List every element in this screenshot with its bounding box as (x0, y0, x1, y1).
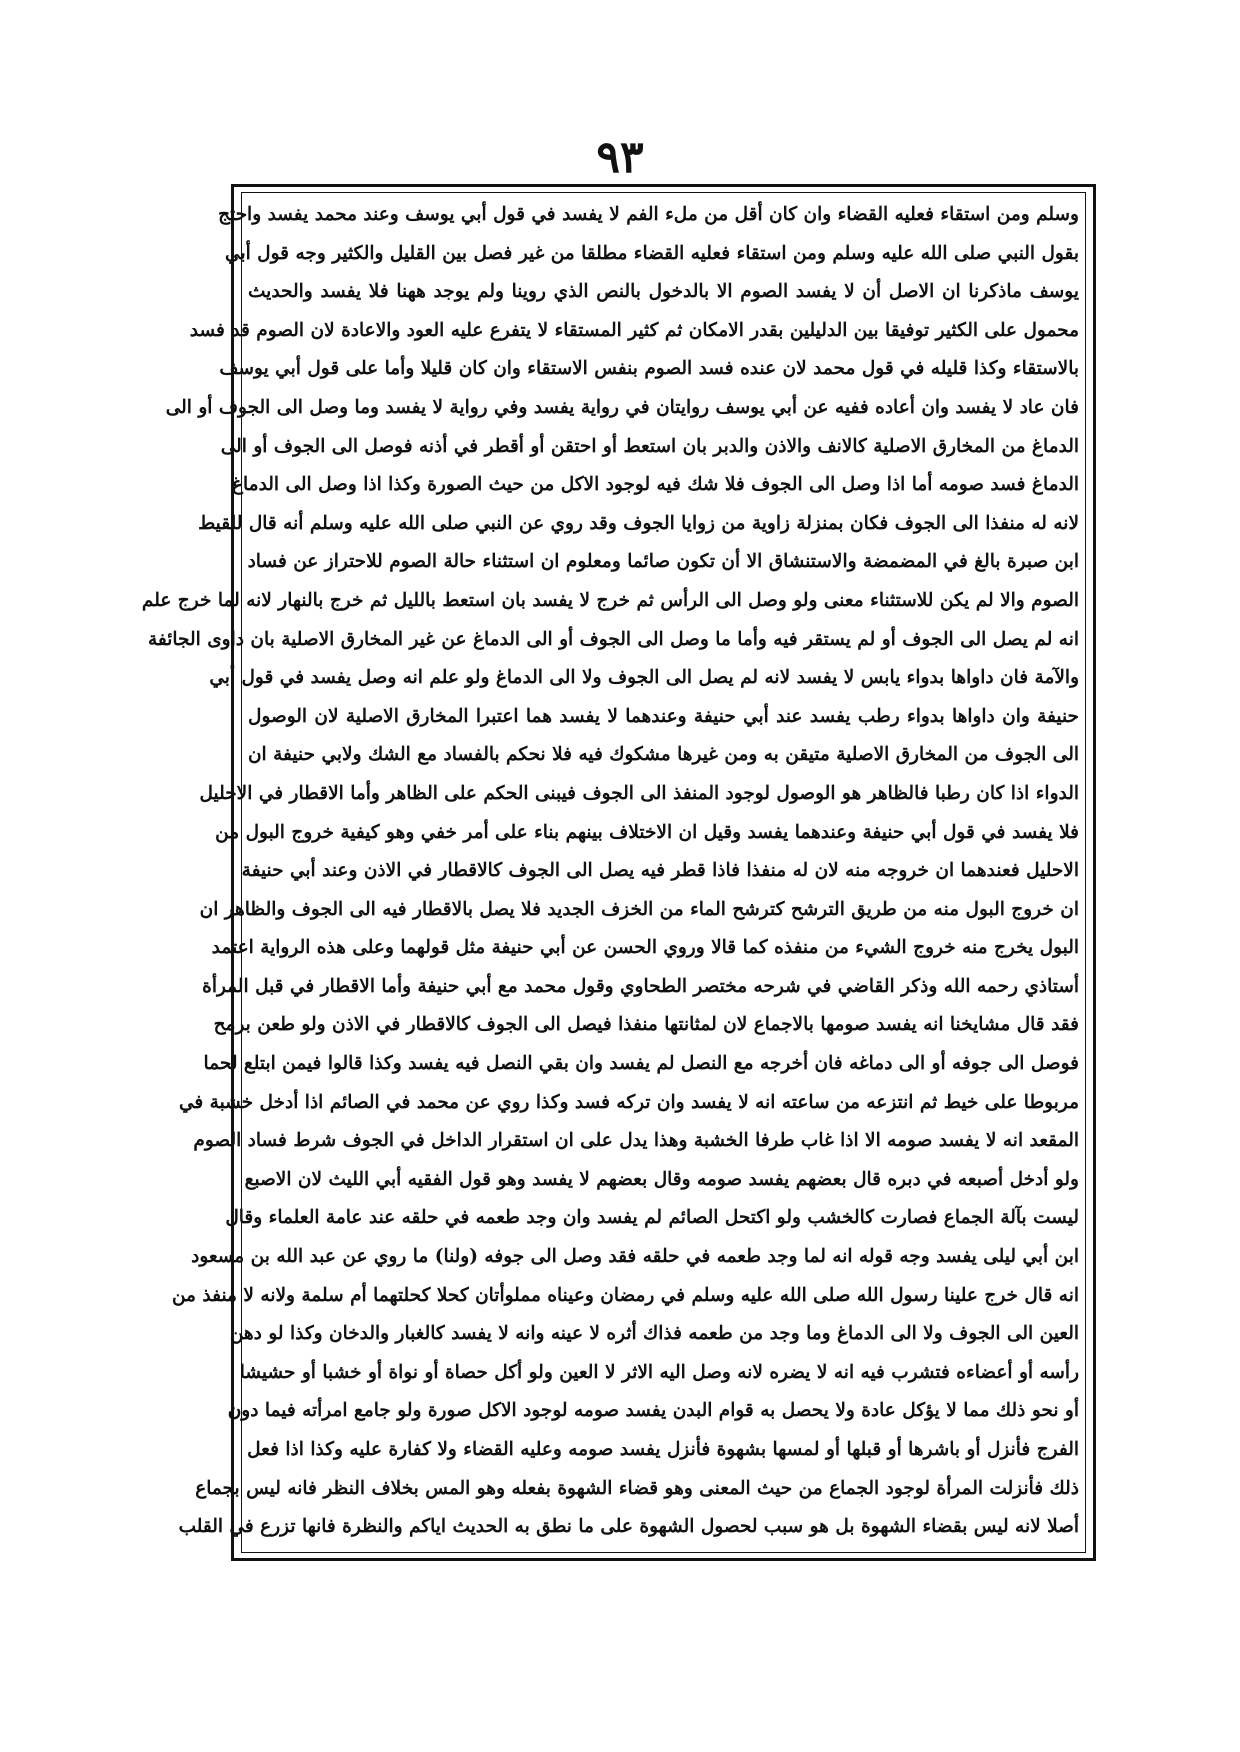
text-line: ان خروج البول منه من طريق الترشح كترشح الماء من الخزف الجديد فلا يصل بالاقطار فيه الى الجوف والظاهر ان (199, 898, 1079, 920)
page-number: ٩٣ (596, 132, 644, 183)
text-line: الدماغ فسد صومه أما اذا وصل الى الجوف فلا شك فيه لوجود الاكل من حيث الصورة وكذا اذا وصل الى الدماغ (231, 474, 1079, 496)
text-line: مربوطا على خيط ثم انتزعه من ساعته انه لا يفسد وان تركه فسد وكذا روي عن محمد في الصائم اذا أدخل خشبة في (178, 1091, 1079, 1113)
text-line: ذلك فأنزلت المرأة لوجود الجماع من حيث المعنى وهو قضاء الشهوة بفعله وهو المس بخلاف النظر فانه ليس بجماع (195, 1477, 1079, 1499)
text-line: وسلم ومن استقاء فعليه القضاء وان كان أقل من ملء الفم لا يفسد في قول أبي يوسف وعند محمد يفسد واحتج (218, 204, 1079, 225)
text-line: ولو أدخل أصبعه في دبره قال بعضهم يفسد صومه وقال بعضهم لا يفسد وهو قول الفقيه أبي الليث لان الاصبع (244, 1168, 1079, 1190)
text-line: انه لم يصل الى الجوف أو لم يستقر فيه وأما ما وصل الى الجوف أو الى الدماغ عن غير المخارق الاصلية بان داوى الجائفة (147, 628, 1079, 650)
text-line: الاحليل فعندهما ان خروجه منه لان له منفذا فاذا قطر فيه يصل الى الجوف كالاقطار في الاذن وعند أبي حنيفة (241, 860, 1079, 882)
text-line: الى الجوف من المخارق الاصلية متيقن به ومن غيرها مشكوك فيه فلا نحكم بالفساد مع الشك ولابي حنيفة ان (247, 744, 1079, 766)
text-body (141, 196, 1079, 1550)
text-line: رأسه أو أعضاءه فتشرب فيه انه لا يضره لانه وصل اليه الاثر لا العين ولو أكل حصاة أو نواة أو خشبا أو حشيشا (239, 1361, 1079, 1383)
text-line: محمول على الكثير توفيقا بين الدليلين بقدر الامكان ثم كثير المستقاء لا يتفرع عليه العود والاعادة لان الصوم قد فسد (189, 319, 1079, 341)
text-line: انه قال خرج علينا رسول الله صلى الله عليه وسلم في رمضان وعيناه مملوأتان كحلا كحلتهما أم سلمة ولانه لا منفذ من (171, 1284, 1079, 1306)
text-line: أصلا لانه ليس بقضاء الشهوة بل هو سبب لحصول الشهوة على ما نطق به الحديث اياكم والنظرة فانها تزرع في القلب (178, 1516, 1079, 1538)
text-line: الدماغ من المخارق الاصلية كالانف والاذن والدبر بان استعط أو احتقن أو أقطر في أذنه فوصل الى الجوف أو الى (220, 435, 1079, 457)
text-line: لانه له منفذا الى الجوف فكان بمنزلة زاوية من زوايا الجوف وقد روي عن النبي صلى الله عليه وسلم أنه قال للقيط (198, 512, 1079, 534)
text-line: فلا يفسد في قول أبي حنيفة وعندهما يفسد وقيل ان الاختلاف بينهم بناء على أمر خفي وهو كيفية خروج البول من (215, 821, 1079, 843)
text-line: ليست بآلة الجماع فصارت كالخشب ولو اكتحل الصائم لم يفسد وان وجد طعمه في حلقه عند عامة العلماء وقال (225, 1207, 1079, 1229)
text-line: أو نحو ذلك مما لا يؤكل عادة ولا يحصل به قوام البدن يفسد صومه لوجود الاكل صورة ولو جامع امرأته فيما دون (227, 1400, 1079, 1422)
text-line: بالاستقاء وكذا قليله في قول محمد لان عنده فسد الصوم بنفس الاستقاء وان كان قليلا وأما على قول أبي يوسف (219, 358, 1079, 380)
text-line: ابن صبرة بالغ في المضمضة والاستنشاق الا أن تكون صائما ومعلوم ان استثناء حالة الصوم للاحتراز عن فساد (247, 551, 1079, 573)
text-line: يوسف ماذكرنا ان الاصل أن لا يفسد الصوم الا بالدخول بالنص الذي روينا ولم يوجد ههنا فلا يفسد والحديث (248, 281, 1079, 303)
text-line: الفرج فأنزل أو باشرها أو قبلها أو لمسها بشهوة فأنزل يفسد صومه وعليه القضاء ولا كفارة عليه وكذا اذا فعل (247, 1439, 1079, 1460)
text-line: العين الى الجوف ولا الى الدماغ وما وجد من طعمه فذاك أثره لا عينه وانه لا يفسد كالغبار والدخان وكذا لو دهن (229, 1323, 1079, 1345)
text-line: بقول النبي صلى الله عليه وسلم ومن استقاء فعليه القضاء مطلقا من غير فصل بين القليل والكثير وجه قول أبي (225, 242, 1079, 264)
text-line: فوصل الى جوفه أو الى دماغه فان أخرجه مع النصل لم يفسد وان بقي النصل فيه يفسد وكذا قالوا فيمن ابتلع لحما (203, 1053, 1079, 1075)
text-line: والآمة فان داواها بدواء يابس لا يفسد لانه لم يصل الى الجوف ولا الى الدماغ ولو علم انه وصل يفسد في قول أبي (209, 667, 1079, 689)
text-line: حنيفة وان داواها بدواء رطب يفسد عند أبي حنيفة وعندهما لا يفسد هما اعتبرا المخارق الاصلية لان الوصول (248, 705, 1079, 727)
text-line: الدواء اذا كان رطبا فالظاهر هو الوصول لوجود المنفذ الى الجوف فيبنى الحكم على الظاهر وأما الاقطار في الاحليل (199, 782, 1079, 804)
text-line: ابن أبي ليلى يفسد وجه قوله انه لما وجد طعمه في حلقه فقد وصل الى جوفه (ولنا) ما روي عن عبد الله بن مسعود (191, 1246, 1079, 1268)
text-line: المقعد انه لا يفسد صومه الا اذا غاب طرفا الخشبة وهذا يدل على ان استقرار الداخل في الجوف شرط فساد الصوم (193, 1130, 1079, 1152)
text-line: فان عاد لا يفسد وان أعاده ففيه عن أبي يوسف روايتان في رواية يفسد وفي رواية لا يفسد وما وصل الى الجوف أو الى (165, 396, 1079, 418)
text-line: البول يخرج منه خروج الشيء من منفذه كما قالا وروي الحسن عن أبي حنيفة مثل قولهما وعلى هذه الرواية اعتمد (211, 937, 1079, 959)
text-line: الصوم والا لم يكن للاستثناء معنى ولو وصل الى الرأس ثم خرج لا يفسد بان استعط بالليل ثم خرج بالنهار لانه لما خرج علم (141, 589, 1079, 611)
text-line: فقد قال مشايخنا انه يفسد صومها بالاجماع لان لمثانتها منفذا فيصل الى الجوف كالاقطار في الاذن ولو طعن برمح (213, 1014, 1079, 1036)
text-line: أستاذي رحمه الله وذكر القاضي في شرحه مختصر الطحاوي وقول محمد مع أبي حنيفة وأما الاقطار في قبل المرأة (202, 975, 1079, 997)
